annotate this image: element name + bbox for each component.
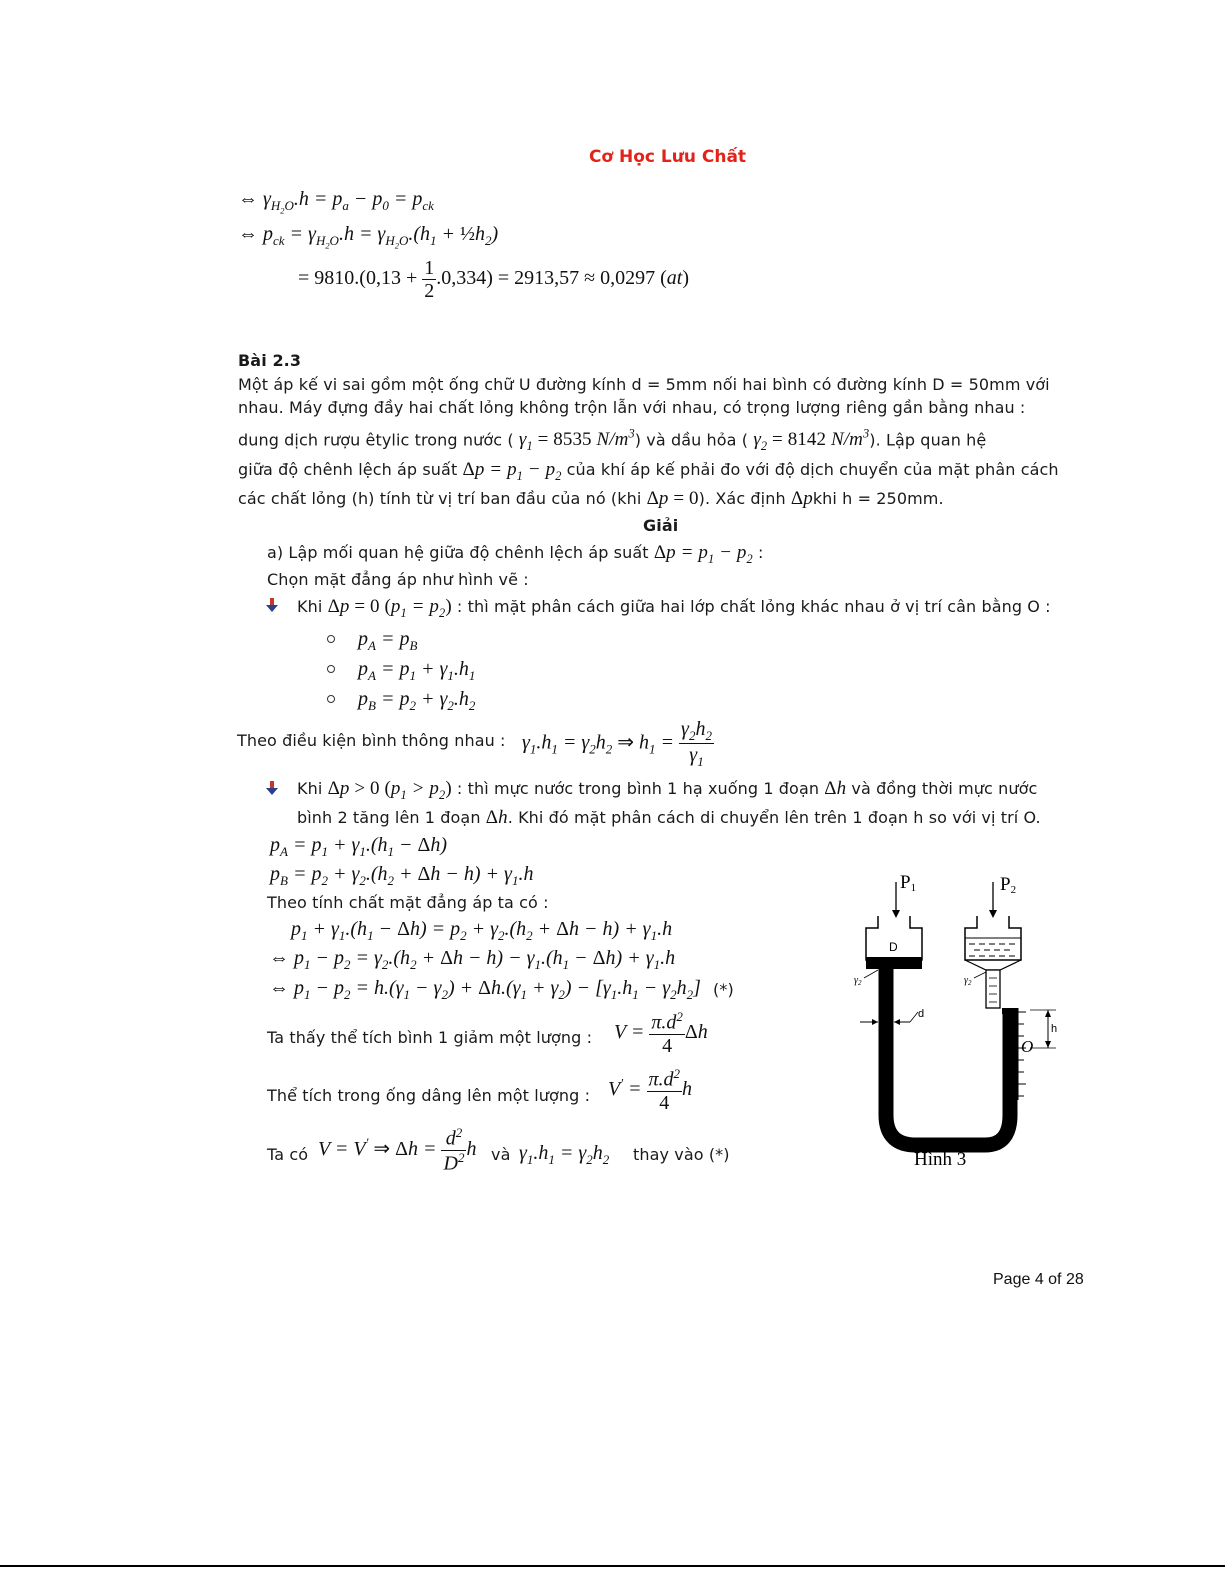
circle-bullet — [327, 695, 335, 703]
math-line-2: ⇔ $p_{ck} = \gamma_{H_2O}.h = \gamma_{H_2O}.(h_1$ + $\frac{1}{2}h_2$) — [238, 223, 499, 251]
label-p2: P2 — [1000, 874, 1017, 896]
problem-line-1: Một áp kế vi sai gồm một ống chữ U đường kính d = 5mm nối hai bình có đường kính D = 50mm với — [238, 375, 1050, 394]
final-math-1: V = V' ⇒ Δh = $\frac{d^2}{D^2}$ h — [318, 1125, 477, 1175]
star-marker: (*) — [713, 980, 734, 999]
math-line-3: = 9810.(0,13 + $\frac{1}{2}$ .0,334) = 2913,57 ≈ 0,0297 (at) — [298, 257, 690, 302]
problem-line-3: dung dịch rượu êtylic trong nước ( $\gamma_1 = 8535$ $N/m^3$) và dầu hỏa ( $\gamma_2 = 8142$ $N/m^3$). Lập quan hệ — [238, 427, 987, 454]
derive-3: ⇔ $p_1 - p_2 = h.(\gamma_1 - \gamma_2) + \Delta h.(\gamma_1 + \gamma_2) - [\gamma_1.h_1 - \gamma_2h_2]$ — [269, 977, 701, 1002]
arrow-bullet-icon — [266, 598, 278, 612]
bottom-rule — [0, 1565, 1225, 1567]
solution-heading: Giải — [643, 516, 679, 535]
label-d: d — [918, 1008, 925, 1020]
property-text: Theo tính chất mặt đẳng áp ta có : — [267, 893, 549, 912]
derive-2: ⇔ $p_1 - p_2 = \gamma_2.(h_2 + \Delta h - h) - \gamma_1.(h_1 - \Delta h) + \gamma_1.h$ — [269, 947, 676, 972]
case-2-line-1: Khi Δp > 0 $(p_1 > p_2)$ : thì mực nước trong bình 1 hạ xuống 1 đoạn Δh và đồng thời mực nước — [297, 778, 1038, 802]
problem-line-5: các chất lỏng (h) tính từ vị trí ban đầu của nó (khi Δp = 0). Xác định Δpkhi h = 250mm. — [238, 488, 944, 509]
volume-1-math: V = $\frac{\pi.d^2}{4}$ Δh — [614, 1009, 708, 1057]
volume-1-text: Ta thấy thể tích bình 1 giảm một lượng : — [267, 1028, 593, 1047]
circle-bullet — [327, 665, 335, 673]
label-p1: P1 — [900, 872, 917, 894]
manometer-figure — [840, 860, 1080, 1180]
arrow-bullet-icon — [266, 781, 278, 795]
final-prefix: Ta có — [267, 1145, 309, 1164]
problem-line-4: giữa độ chênh lệch áp suất $\Delta p = p_1 - p_2$ của khí áp kế phải đo với độ dịch chuyển của mặt phân cách — [238, 459, 1059, 483]
case-1-line: Khi Δp = 0 $(p_1 = p_2)$ : thì mặt phân cách giữa hai lớp chất lỏng khác nhau ở vị trí cân bằng O : — [297, 596, 1051, 620]
circle-bullet — [327, 635, 335, 643]
math-line-1: ⇔ $\gamma_{H_2O}.h = p_a - p_0 = p_{ck}$ — [238, 188, 434, 216]
connect-math: $\gamma_1.h_1 = \gamma_2h_2$ ⇒ $h_1$ = $\frac{\gamma_2h_2}{\gamma_1}$ — [522, 718, 712, 770]
oil-dashes — [969, 944, 1015, 956]
equation-pa: $p_A = p_1 + \gamma_1.h_1$ — [358, 658, 476, 683]
choose-line: Chọn mặt đẳng áp như hình vẽ : — [267, 570, 529, 589]
final-suffix: thay vào (*) — [633, 1145, 730, 1164]
figure-caption: Hình 3 — [914, 1149, 967, 1170]
label-h: h — [1051, 1023, 1058, 1035]
label-gamma-1: $\gamma_2$ — [854, 975, 862, 987]
page-number: Page 4 of 28 — [993, 1271, 1084, 1288]
case-2-line-2: bình 2 tăng lên 1 đoạn Δh. Khi đó mặt phân cách di chuyển lên trên 1 đoạn h so với vị trí O. — [297, 807, 1041, 828]
equation-pa-pb: $p_A = p_B$ — [358, 628, 418, 653]
equation-pa-shift: $p_A = p_1 + \gamma_1.(h_1 - \Delta h)$ — [270, 834, 448, 859]
equation-pb: $p_B = p_2 + \gamma_2.h_2$ — [358, 688, 476, 713]
volume-2-math: V' = $\frac{\pi.d^2}{4}$ h — [608, 1066, 693, 1114]
label-O: O — [1021, 1037, 1034, 1056]
document-header-title: Cơ Học Lưu Chất — [588, 147, 747, 167]
part-a-line: a) Lập mối quan hệ giữa độ chênh lệch áp suất $\Delta p = p_1 - p_2$ : — [267, 542, 764, 566]
equation-pb-shift: $p_B = p_2 + \gamma_2.(h_2 + \Delta h - h) + \gamma_1.h$ — [270, 863, 534, 888]
label-D: D — [889, 940, 898, 954]
final-and: và — [491, 1145, 511, 1164]
final-math-2: $\gamma_1.h_1 = \gamma_2h_2$ — [519, 1142, 610, 1167]
derive-1: $p_1 + \gamma_1.(h_1 - \Delta h) = p_2 + \gamma_2.(h_2 + \Delta h - h) + \gamma_1.h$ — [291, 918, 673, 943]
problem-title: Bài 2.3 — [238, 351, 302, 370]
connect-text: Theo điều kiện bình thông nhau : — [237, 731, 506, 750]
volume-2-text: Thể tích trong ống dâng lên một lượng : — [267, 1086, 591, 1105]
label-gamma-2: $\gamma_2$ — [964, 975, 972, 987]
problem-line-2: nhau. Máy đựng đầy hai chất lỏng không trộn lẫn với nhau, có trọng lượng riêng gần bằng nhau : — [238, 398, 1026, 417]
